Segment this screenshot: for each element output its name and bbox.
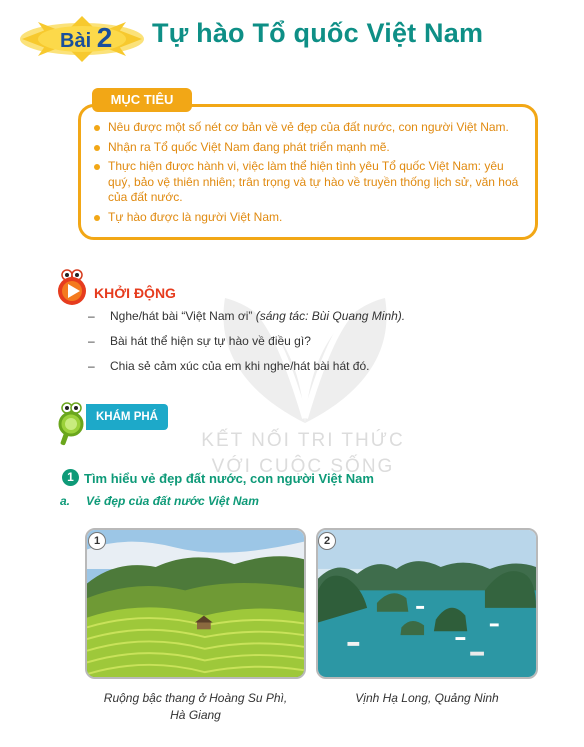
photo-number-badge: 2 xyxy=(318,532,336,550)
photo-caption xyxy=(316,690,538,707)
warmup-item xyxy=(88,333,508,358)
warmup-heading: KHỞI ĐỘNG xyxy=(94,285,176,301)
objective-item: Tự hào được là người Việt Nam. xyxy=(92,210,522,226)
warmup-item-credit: (sáng tác: Bùi Quang Minh). xyxy=(255,309,406,323)
lesson-badge-label xyxy=(60,22,112,54)
objective-item: Nêu được một số nét cơ bản về vẻ đẹp của đất nước, con người Việt Nam. xyxy=(92,120,522,136)
warmup-item xyxy=(88,308,508,333)
warmup-list xyxy=(88,308,508,383)
objectives-heading: MỤC TIÊU xyxy=(92,88,192,112)
objective-item: Nhận ra Tổ quốc Việt Nam đang phát triển mạnh mẽ. xyxy=(92,140,522,156)
photo-caption-line: Hà Giang xyxy=(170,708,221,722)
photo-caption xyxy=(85,690,306,724)
explore-heading: KHÁM PHÁ xyxy=(86,404,168,430)
warmup-item-text: Chia sẻ cảm xúc của em khi nghe/hát bài hát đó. xyxy=(110,359,370,373)
photo-caption-line: Ruộng bậc thang ở Hoàng Su Phì, xyxy=(103,691,288,705)
subsection-label: a. xyxy=(60,494,71,508)
warmup-item xyxy=(88,358,508,383)
photo-caption-line: Vịnh Hạ Long, Quảng Ninh xyxy=(355,691,499,705)
ha-long-bay-image xyxy=(318,530,536,677)
watermark-line1: KẾT NỐI TRI THỨC xyxy=(201,430,405,451)
warmup-item-text: Bài hát thể hiện sự tự hào về điều gì? xyxy=(110,334,311,348)
subsection-title: Vẻ đẹp của đất nước Việt Nam xyxy=(86,494,259,508)
objective-item: Thực hiện được hành vi, việc làm thể hiện tình yêu Tổ quốc Việt Nam: yêu quý, bảo vệ thiên nhiên; trân trọng và tự hào về truyền thống lịch sử, văn hoá của đất nước. xyxy=(92,159,522,206)
photo-number-badge: 1 xyxy=(88,532,106,550)
lesson-title: Tự hào Tổ quốc Việt Nam xyxy=(152,18,484,48)
rice-terraces-image xyxy=(87,530,304,677)
section-title: Tìm hiểu vẻ đẹp đất nước, con người Việt Nam xyxy=(84,471,374,486)
warmup-play-icon xyxy=(56,268,88,306)
watermark-line2: VỚI CUỘC SỐNG xyxy=(211,456,395,477)
photo-ha-long-bay xyxy=(316,528,538,679)
explore-magnifier-icon xyxy=(56,402,86,446)
bai-label: Bài xyxy=(60,30,92,52)
section-number: 1 xyxy=(62,469,79,486)
lesson-number: 2 xyxy=(96,22,113,53)
warmup-item-text: Nghe/hát bài “Việt Nam ơi” xyxy=(110,309,256,323)
objectives-list xyxy=(92,120,522,229)
photo-rice-terraces xyxy=(85,528,306,679)
